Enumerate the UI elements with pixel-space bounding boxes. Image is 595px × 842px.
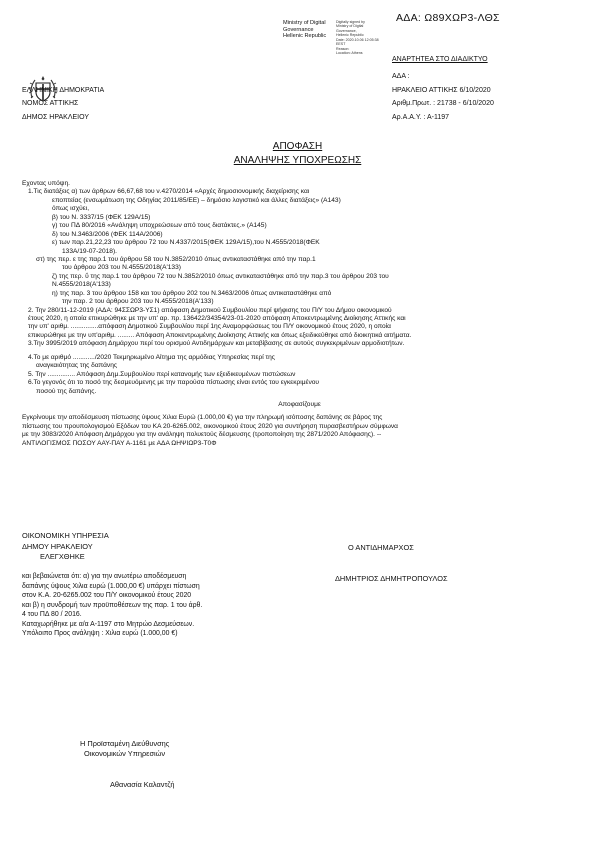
meta-line: ΑΔΑ : (392, 73, 410, 80)
posted-online-note: ΑΝΑΡΤΗΤΕΑ ΣΤΟ ΔΙΑΔΙΚΤΥΟ (392, 56, 488, 63)
signature-detail: Location: Athens (336, 51, 363, 56)
body-line: 6.Το γεγονός ότι το ποσό της δεσμευόμενης με την παρούσα πίστωσης είναι εντός του εγκεκριμένου (28, 379, 320, 387)
body-line: εποπτείας (ενσωμάτωση της Οδηγίας 2011/85/ΕΕ) – δημόσιο λογιστικό και άλλες διατάξεις» (Α143) (52, 196, 341, 204)
signature-detail: Date: 2020.10.06 12:05:38 (336, 37, 379, 42)
document-body (22, 180, 577, 448)
signature-detail: Hellenic Republic (336, 33, 364, 38)
body-line: ε) των παρ.21,22,23 του άρθρου 72 του Ν.4337/2015(ΦΕΚ 129Α/15),του Ν.4555/2018(ΦΕΚ (52, 239, 320, 247)
verification-line: δαπάνης ύψους Χιλια ευρώ (1.000,00 €) υπάρχει πίστωση (22, 582, 200, 590)
signature-line: Hellenic Republic (283, 33, 327, 40)
body-line: του άρθρου 203 του Ν.4555/2018(Α'133) (62, 264, 181, 272)
director-line: Οικονομικών Υπηρεσιών (84, 749, 166, 759)
body-line: 133Α/19-07-2018). (62, 247, 117, 255)
header-line: ΕΛΛΗΝΙΚΗ ΔΗΜΟΚΡΑΤΙΑ (22, 87, 105, 94)
meta-line: Αριθμ.Πρωτ. : 21738 - 6/10/2020 (392, 100, 494, 108)
signature-detail: Governance, (336, 28, 357, 33)
financial-service (22, 531, 109, 563)
verification-line: 4 του ΠΔ 80 / 2016. (22, 611, 82, 619)
signature-line: Governance (283, 26, 314, 33)
financial-line: ΟΙΚΟΝΟΜΙΚΗ ΥΠΗΡΕΣΙΑ (22, 531, 109, 540)
meta-line: Αρ.Α.Α.Υ. : Α-1197 (392, 113, 450, 121)
decision-heading: Αποφασίζουμε (278, 400, 321, 408)
document-title: ΑΠΟΦΑΣΗ (272, 141, 323, 152)
body-line: στ) της περ. ε της παρ.1 του άρθρου 58 του Ν.3852/2010 όπως αντικαταστάθηκε από την παρ.1 (36, 255, 316, 263)
header-line: ΔΗΜΟΣ ΗΡΑΚΛΕΙΟΥ (22, 113, 89, 121)
digital-signature-block (283, 20, 326, 40)
body-line: αναγκαιότητας της δαπάνης (36, 362, 118, 370)
decision-line: πίστωσης του προυπολογισμού Εξόδων του ΚΑ 20-6265.002, οικονομικού έτους 2020 για συντήρηση πυρασβεστήρων σύμφωνα (22, 422, 398, 430)
body-line: ποσού της δαπάνης. (36, 387, 97, 395)
body-line: την παρ. 2 του άρθρου 203 του Ν.4555/2018(Α'133) (62, 298, 214, 306)
financial-line: ΔΗΜΟΥ ΗΡΑΚΛΕΙΟΥ (22, 541, 93, 551)
body-line: Εχοντας υπόψη. (22, 180, 71, 187)
signature-detail: Digitally signed by (336, 20, 365, 24)
verification-line: και βεβαιώνεται ότι: α) για την ανωτέρω αποδέσμευση (22, 573, 187, 580)
body-line: ζ) της περ. ΰ της παρ.1 του άρθρου 72 του Ν.3852/2010 όπως αντικαταστάθηκε από την παρ.3 του άρθρου 203 του (52, 272, 389, 280)
signature-line: Ministry of Digital (283, 20, 326, 26)
verification-line: και β) η συνδρομή των προϋποθέσεων της παρ. 1 του άρθ. (22, 601, 203, 609)
issuer-header (22, 84, 104, 124)
meta-line: ΗΡΑΚΛΕΙΟ ΑΤΤΙΚΗΣ 6/10/2020 (392, 86, 491, 94)
document-subtitle: ΑΝΑΛΗΨΗΣ ΥΠΟΧΡΕΩΣΗΣ (233, 155, 362, 166)
body-line: επικυρώθηκε με την υπ'αριθμ. ......... Απόφαση Αποκεντρωμένης Διοίκησης Αττικής και όπως εξειδικεύθηκε από διοικητικά αιτήματα. (28, 331, 412, 339)
director-title (80, 739, 169, 760)
verification-text (22, 572, 202, 639)
decision-line: Εγκρίνουμε την αποδέσμευση πίστωσης ύψους Χιλια Ευρώ (1.000,00 €) για την πληρωμή ισόποσης δαπάνης σε βάρος της (22, 414, 383, 422)
document-meta (392, 70, 494, 125)
body-line: όπως ισχύει, (52, 205, 90, 213)
vice-mayor-name: ΔΗΜΗΤΡΙΟΣ ΔΗΜΗΤΡΟΠΟΥΛΟΣ (335, 574, 448, 583)
body-line: Ν.4555/2018(Α'133) (52, 281, 111, 289)
body-line: δ) του Ν.3463/2006 (ΦΕΚ 114Α/2006) (52, 230, 163, 238)
body-line: έτους 2020, η οποία επικυρώθηκε με την υπ' αρ. πρ. 136422/34354/23-01-2020 απόφαση Αποκεντρωμένης Διοίκησης Αττικής και (28, 315, 406, 322)
body-line: την υπ' αριθμ. ...............απόφαση Δημοτικού Συμβουλίου περί 1ης Αναμορφώσεως του Π/Υ οικονομικού έτους 2020, η οποία (28, 323, 391, 331)
body-line: γ) του ΠΔ 80/2016 «Ανάληψη υποχρεώσεων από τους διατάκτες.» (Α145) (52, 222, 267, 230)
verification-line: στον Κ.Α. 20-6265.002 του Π/Υ οικονομικού έτους 2020 (22, 592, 192, 600)
body-line: 3.Την 3995/2019 απόφαση Δημάρχου περί του ορισμού Αντιδημάρχων και μεταβίβασης σε αυτούς συγκεκριμένων αρμοδιοτήτων. (28, 340, 405, 348)
signature-details (336, 20, 379, 56)
director-line: Η Προϊσταμένη Διεύθυνσης (80, 739, 170, 748)
signature-detail: Ministry of Digital (336, 24, 364, 29)
decision-line: με την 3083/2020 Απόφαση Δημάρχου για την ανάληψη πολυετούς δέσμευσης (τροποποίηση της 2871/2020 Απόφασης). -- (22, 431, 382, 439)
header-line: ΝΟΜΟΣ ΑΤΤΙΚΗΣ (22, 100, 79, 108)
body-line: 1.Τις διατάξεις α) των άρθρων 66,67,68 του ν.4270/2014 «Αρχές δημοσιονομικής διαχείρισης και (28, 188, 310, 196)
body-line: 5. Την ............... Απόφαση Δημ.Συμβουλίου περί κατανομής των εξειδικευμένων πιστώσεων (28, 370, 296, 378)
checked-label: ΕΛΕΓΧΘΗΚΕ (40, 552, 85, 562)
ada-top: ΑΔΑ: Ω89ΧΩΡ3-ΛΘΣ (396, 12, 500, 24)
verification-line: Υπόλοιπο Προς ανάληψη : Χιλια ευρώ (1.000,00 €) (22, 630, 178, 638)
body-line: η) της παρ. 3 του άρθρου 158 και του άρθρου 202 του Ν.3463/2006 όπως αντικαταστάθηκε από (52, 289, 332, 297)
body-line: 4.Το με αριθμό ............/2020 Τεκμηριωμένο Αίτημα της αρμόδιας Υπηρεσίας περί της (28, 353, 275, 361)
body-line: 2. Την 280/11-12-2019 (ΑΔΑ: 94ΣΣΩΡ3-ΥΣ1) απόφαση Δημοτικού Συμβουλίου περί ψήφισης του Π/Υ του Δήμου οικονομικού (28, 306, 392, 314)
body-line: β) του Ν. 3337/15 (ΦΕΚ 129Α/15) (52, 213, 151, 221)
decision-line: ΑΝΤΙΛΟΓΙΣΜΟΣ ΠΟΣΟΥ ΑΑΥ-ΠΑΥ Α-1161 με ΑΔΑ ΩΗΨΙΩΡ3-Τ0Φ (22, 439, 217, 447)
director-name: Αθανασία Καλαντζή (110, 780, 175, 789)
signature-detail: EEST (336, 42, 346, 47)
verification-line: Καταχωρήθηκε με α/α Α-1197 στο Μητρώο Δεσμεύσεων. (22, 620, 195, 628)
signature-detail: Reason: (336, 46, 350, 51)
vice-mayor-title: Ο ΑΝΤΙΔΗΜΑΡΧΟΣ (348, 543, 414, 552)
